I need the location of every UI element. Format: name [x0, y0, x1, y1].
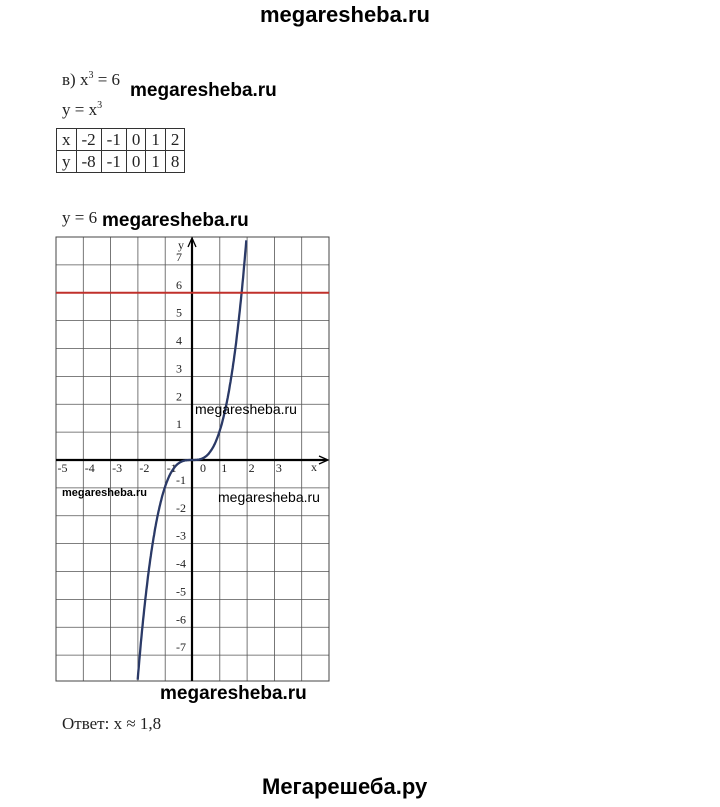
equation-base: x	[79, 70, 89, 89]
equation-exponent: 3	[88, 70, 94, 81]
x-tick-label: 1	[221, 461, 228, 475]
table-cell: -1	[101, 151, 126, 173]
y-tick-label: 5	[176, 305, 182, 320]
table-cell: 2	[165, 129, 185, 151]
table-cell: -2	[76, 129, 101, 151]
header-watermark: megaresheba.ru	[260, 2, 430, 27]
footer-watermark: Мегарешеба.ру	[262, 774, 428, 799]
table-cell: 1	[146, 151, 166, 173]
y-tick-label: 1	[176, 417, 182, 432]
table-cell: 0	[126, 151, 146, 173]
y-tick-label: -1	[176, 472, 186, 487]
answer-text: Ответ: x ≈ 1,8	[62, 714, 162, 733]
y-tick-label: -2	[176, 500, 186, 515]
y-tick-label: 6	[176, 277, 182, 292]
x-tick-label: 2	[248, 461, 255, 475]
y-tick-label: -3	[176, 528, 186, 543]
graph-watermark-left: megaresheba.ru	[62, 487, 147, 499]
graph-watermark-bottom: megaresheba.ru	[160, 683, 307, 704]
x-axis-label: x	[311, 460, 317, 474]
table-cell: 1	[146, 129, 166, 151]
y-tick-label: -7	[176, 640, 186, 655]
inline-watermark-1: megaresheba.ru	[130, 80, 277, 101]
table-cell: -1	[101, 129, 126, 151]
y-tick-label: -6	[176, 612, 186, 627]
x-tick-label: 3	[275, 461, 282, 475]
x-tick-label: 0	[200, 461, 206, 475]
table-cell: 8	[165, 151, 185, 173]
table-cell: x	[57, 129, 77, 151]
table-cell: 0	[126, 129, 146, 151]
y-tick-label: 7	[176, 249, 182, 264]
equation-rhs: = 6	[97, 70, 121, 89]
x-tick-label: -4	[84, 461, 95, 475]
x-tick-label: -5	[57, 461, 68, 475]
graph-watermark-center: megaresheba.ru	[195, 401, 297, 417]
function-lhs: y = x	[62, 100, 98, 119]
line-label: y = 6	[62, 208, 98, 227]
y-tick-label: 3	[176, 361, 182, 376]
y-tick-label: -5	[176, 584, 186, 599]
y-tick-label: -4	[176, 556, 186, 571]
x-tick-label: -1	[166, 461, 177, 475]
x-tick-label: -3	[112, 461, 123, 475]
table-cell: y	[57, 151, 77, 173]
x-tick-label: -2	[139, 461, 150, 475]
y-tick-label: 2	[176, 389, 182, 404]
function-exponent: 3	[97, 100, 103, 111]
y-tick-label: 4	[176, 333, 182, 348]
y-axis-label: y	[178, 238, 184, 252]
problem-label: в)	[62, 70, 76, 89]
table-cell: -8	[76, 151, 101, 173]
graph-watermark-right: megaresheba.ru	[218, 489, 320, 505]
inline-watermark-2: megaresheba.ru	[102, 210, 249, 231]
